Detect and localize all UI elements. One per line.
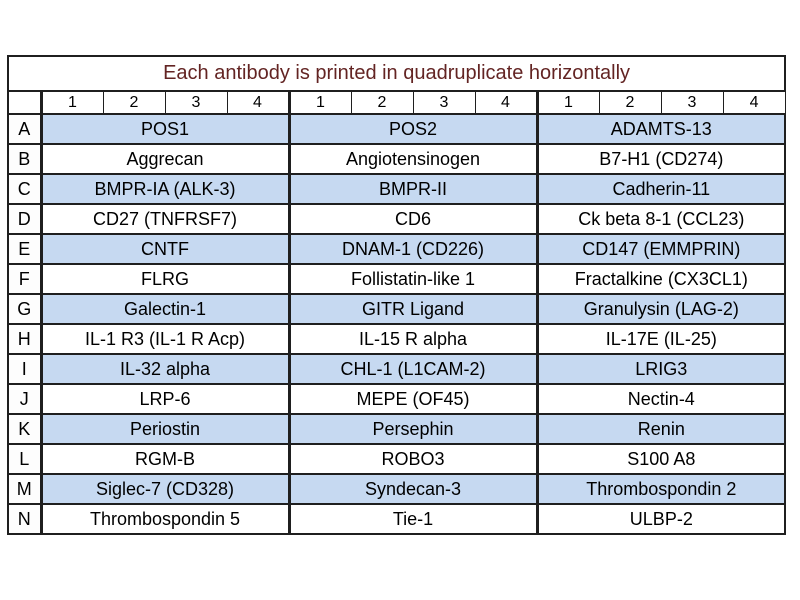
row-letter: K	[8, 414, 41, 444]
antibody-cell: Granulysin (LAG-2)	[537, 294, 785, 324]
row-letter: A	[8, 114, 41, 144]
antibody-cell: Galectin-1	[41, 294, 289, 324]
column-header: 2	[103, 91, 165, 114]
antibody-cell: LRIG3	[537, 354, 785, 384]
antibody-cell: Angiotensinogen	[289, 144, 537, 174]
antibody-cell: BMPR-II	[289, 174, 537, 204]
antibody-cell: Persephin	[289, 414, 537, 444]
column-header: 4	[723, 91, 785, 114]
column-header: 1	[41, 91, 103, 114]
antibody-array-table	[7, 55, 786, 535]
antibody-cell: Cadherin-11	[537, 174, 785, 204]
antibody-cell: Tie-1	[289, 504, 537, 534]
antibody-cell: MEPE (OF45)	[289, 384, 537, 414]
column-header-row	[8, 91, 785, 114]
table-row	[8, 234, 785, 264]
antibody-cell: IL-17E (IL-25)	[537, 324, 785, 354]
row-letter: L	[8, 444, 41, 474]
antibody-cell: CD147 (EMMPRIN)	[537, 234, 785, 264]
column-header: 1	[537, 91, 599, 114]
antibody-cell: Aggrecan	[41, 144, 289, 174]
antibody-cell: CHL-1 (L1CAM-2)	[289, 354, 537, 384]
antibody-cell: ROBO3	[289, 444, 537, 474]
column-header: 4	[227, 91, 289, 114]
antibody-cell: ADAMTS-13	[537, 114, 785, 144]
table-row	[8, 504, 785, 534]
column-header: 2	[599, 91, 661, 114]
antibody-cell: POS2	[289, 114, 537, 144]
table-row	[8, 144, 785, 174]
antibody-cell: Siglec-7 (CD328)	[41, 474, 289, 504]
table-row	[8, 474, 785, 504]
table-row	[8, 444, 785, 474]
antibody-cell: Follistatin-like 1	[289, 264, 537, 294]
table-title: Each antibody is printed in quadruplicate horizontally	[8, 56, 785, 91]
row-letter: B	[8, 144, 41, 174]
row-letter: H	[8, 324, 41, 354]
antibody-cell: B7-H1 (CD274)	[537, 144, 785, 174]
table-row	[8, 354, 785, 384]
antibody-cell: LRP-6	[41, 384, 289, 414]
antibody-cell: Fractalkine (CX3CL1)	[537, 264, 785, 294]
title-row	[8, 56, 785, 91]
antibody-cell: BMPR-IA (ALK-3)	[41, 174, 289, 204]
row-letter: M	[8, 474, 41, 504]
row-letter: G	[8, 294, 41, 324]
column-header: 4	[475, 91, 537, 114]
antibody-cell: Periostin	[41, 414, 289, 444]
row-letter: I	[8, 354, 41, 384]
table-row	[8, 414, 785, 444]
table-row	[8, 264, 785, 294]
antibody-cell: RGM-B	[41, 444, 289, 474]
column-header: 3	[661, 91, 723, 114]
antibody-cell: IL-15 R alpha	[289, 324, 537, 354]
antibody-cell: Nectin-4	[537, 384, 785, 414]
column-header: 3	[413, 91, 475, 114]
table-row	[8, 204, 785, 234]
table-row	[8, 324, 785, 354]
antibody-cell: CD27 (TNFRSF7)	[41, 204, 289, 234]
antibody-cell: CD6	[289, 204, 537, 234]
antibody-cell: IL-32 alpha	[41, 354, 289, 384]
antibody-cell: Thrombospondin 2	[537, 474, 785, 504]
table-row	[8, 384, 785, 414]
row-letter: N	[8, 504, 41, 534]
antibody-cell: CNTF	[41, 234, 289, 264]
row-letter: C	[8, 174, 41, 204]
row-letter: J	[8, 384, 41, 414]
antibody-cell: Renin	[537, 414, 785, 444]
table-row	[8, 294, 785, 324]
antibody-cell: DNAM-1 (CD226)	[289, 234, 537, 264]
antibody-cell: FLRG	[41, 264, 289, 294]
antibody-cell: GITR Ligand	[289, 294, 537, 324]
antibody-cell: POS1	[41, 114, 289, 144]
column-header: 2	[351, 91, 413, 114]
row-letter: E	[8, 234, 41, 264]
antibody-cell: S100 A8	[537, 444, 785, 474]
antibody-cell: Thrombospondin 5	[41, 504, 289, 534]
antibody-cell: IL-1 R3 (IL-1 R Acp)	[41, 324, 289, 354]
column-header: 1	[289, 91, 351, 114]
table-row	[8, 114, 785, 144]
antibody-cell: Syndecan-3	[289, 474, 537, 504]
row-letter: F	[8, 264, 41, 294]
corner-cell	[8, 91, 41, 114]
table-row	[8, 174, 785, 204]
column-header: 3	[165, 91, 227, 114]
row-letter: D	[8, 204, 41, 234]
antibody-cell: ULBP-2	[537, 504, 785, 534]
antibody-cell: Ck beta 8-1 (CCL23)	[537, 204, 785, 234]
